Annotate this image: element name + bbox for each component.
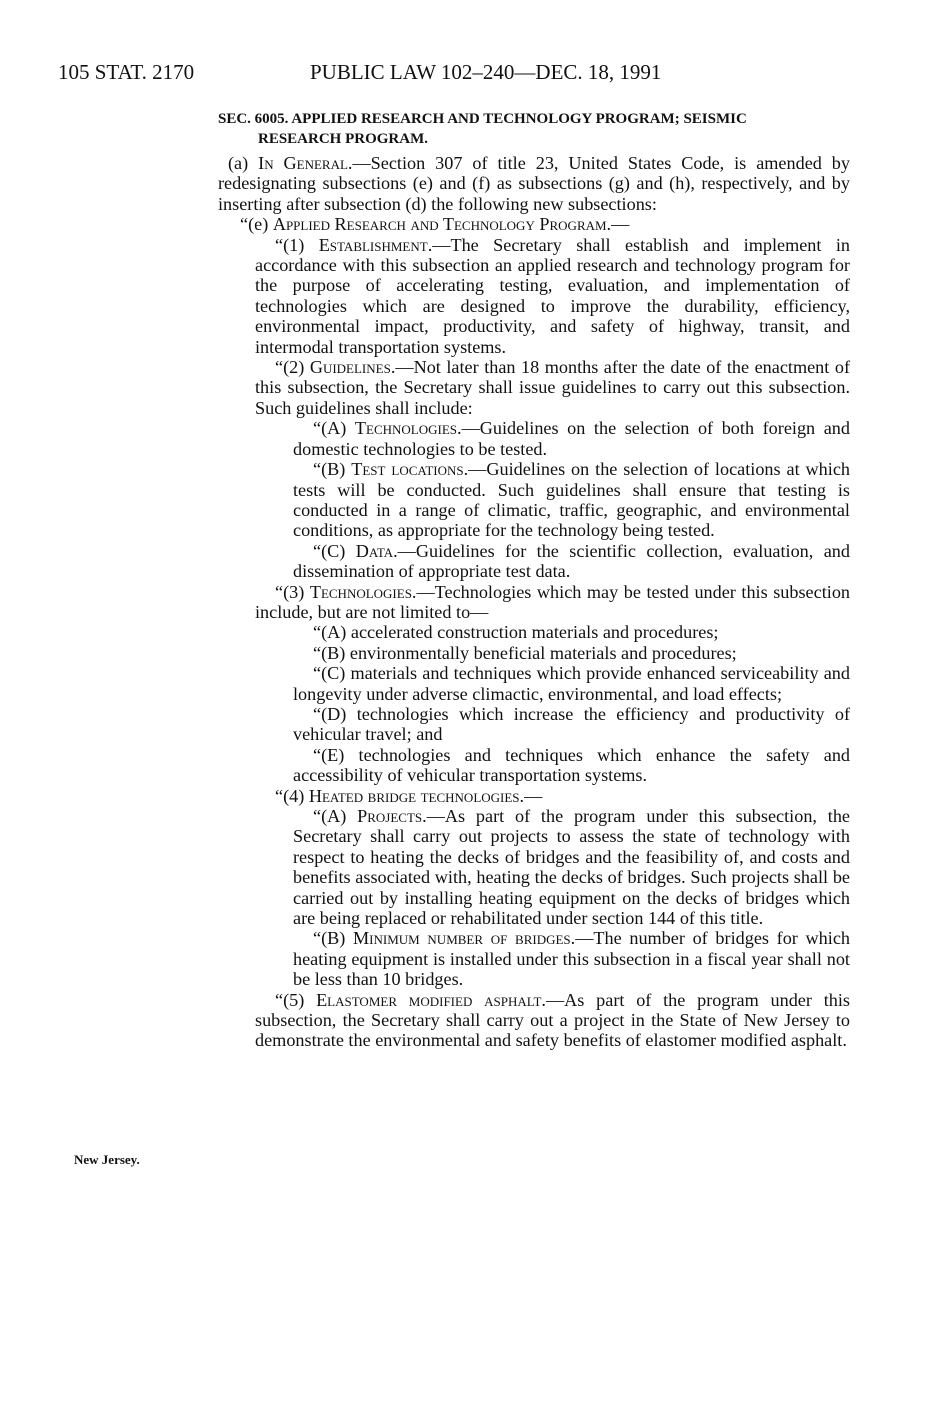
statute-paragraph xyxy=(293,459,850,541)
statute-paragraph xyxy=(218,153,850,214)
statute-paragraph xyxy=(293,806,850,928)
paragraph-caption: Technologies. xyxy=(354,418,462,439)
statute-paragraph xyxy=(255,357,850,418)
law-reference: PUBLIC LAW 102–240—DEC. 18, 1991 xyxy=(310,60,662,84)
paragraph-designator: “(A) xyxy=(313,806,358,826)
page-reference: 105 STAT. 2170 xyxy=(58,60,195,84)
paragraph-text: —Section 307 of title 23, United States Code, is amended by redesignating subsections (e) and (f) as subsections (g) and (h), respectively, and by inserting after subsection (d) the following new subsections: xyxy=(218,153,850,214)
statute-paragraph xyxy=(255,786,850,806)
paragraph-caption: Minimum number of bridges. xyxy=(353,928,576,949)
section-heading xyxy=(218,109,850,149)
paragraph-text: accelerated construction materials and procedures; xyxy=(350,622,719,643)
paragraph-text: technologies which increase the efficiency and productivity of vehicular travel; and xyxy=(293,703,851,745)
paragraph-text: —As part of the program under this subsection, the Secretary shall carry out projects to assess the state of technology with respect to heating the decks of bridges and the feasibility of, and costs and benefits associated with, heating the decks of bridges. Such projects shall be carried out by installing heating equipment on the decks of bridges which are being replaced or rehabilitated under section 144 of this title. xyxy=(293,806,850,929)
statute-paragraph xyxy=(293,663,850,704)
paragraph-designator: “(A) xyxy=(313,418,355,439)
paragraph-designator: “(E) xyxy=(313,744,359,765)
paragraph-designator: “(B) xyxy=(313,642,350,663)
statute-paragraph xyxy=(293,643,850,663)
paragraph-caption: Data. xyxy=(355,540,398,561)
section-heading-line1: SEC. 6005. APPLIED RESEARCH AND TECHNOLOGY PROGRAM; SEISMIC xyxy=(218,111,747,127)
paragraph-designator: “(1) xyxy=(275,234,319,255)
paragraph-text: —The Secretary shall establish and implement in accordance with this subsection an applied research and technology program for the purpose of accelerating testing, evaluation, and implementation of technologies which are designed to improve the durability, efficiency, environmental impact, productivity, and safety of highway, transit, and intermodal transportation systems. xyxy=(255,234,850,357)
paragraph-designator: “(B) xyxy=(313,459,352,480)
paragraph-designator: (a) xyxy=(228,153,259,173)
paragraph-caption: Test locations. xyxy=(351,459,469,480)
paragraph-text: —As part of the program under this subsection, the Secretary shall carry out a project in the State of New Jersey to demonstrate the environmental and safety benefits of elastomer modified asphalt. xyxy=(255,989,850,1051)
section-body xyxy=(218,153,850,1051)
statute-paragraph xyxy=(293,541,850,582)
paragraph-text: —The number of bridges for which heating equipment is installed under this subsection in a fiscal year shall not be less than 10 bridges. xyxy=(293,928,850,990)
paragraph-designator: “(3) xyxy=(275,581,310,602)
paragraph-text: —Not later than 18 months after the date of the enactment of this subsection, the Secretary shall issue guidelines to carry out this subsection. Such guidelines shall include: xyxy=(255,357,850,418)
paragraph-text: —Guidelines on the selection of both foreign and domestic technologies to be tested. xyxy=(293,418,850,459)
statute-paragraph xyxy=(255,990,850,1051)
statute-paragraph xyxy=(293,745,850,786)
paragraph-caption: Technologies. xyxy=(309,581,417,602)
page-header xyxy=(58,60,888,92)
paragraph-caption: Establishment. xyxy=(318,234,433,255)
paragraph-caption: In General. xyxy=(258,153,353,173)
paragraph-text: environmentally beneficial materials and procedures; xyxy=(349,642,737,663)
paragraph-caption: Applied Research and Technology Program. xyxy=(272,214,612,235)
paragraph-caption: Heated bridge technologies. xyxy=(308,785,525,806)
paragraph-designator: “(e) xyxy=(240,214,273,235)
paragraph-text: —Technologies which may be tested under this subsection include, but are not limited to— xyxy=(255,581,851,622)
paragraph-text: — xyxy=(524,785,543,806)
paragraph-designator: “(2) xyxy=(275,357,310,378)
paragraph-text: materials and techniques which provide enhanced serviceability and longevity under adverse climactic, environmental, and load effects; xyxy=(293,663,850,704)
statute-paragraph xyxy=(293,418,850,459)
statute-paragraph xyxy=(255,235,850,357)
statute-paragraph xyxy=(218,214,850,234)
paragraph-text: —Guidelines for the scientific collection, evaluation, and dissemination of appropriate test data. xyxy=(293,540,850,582)
paragraph-designator: “(B) xyxy=(313,928,354,949)
statute-paragraph xyxy=(293,622,850,642)
paragraph-designator: “(A) xyxy=(313,622,351,643)
section-heading-line2: RESEARCH PROGRAM. xyxy=(258,131,429,147)
paragraph-text: —Guidelines on the selection of locations at which tests will be conducted. Such guidelines shall ensure that testing is conducted in a range of climatic, traffic, geographic, and environmental conditions, as appropriate for the technology being tested. xyxy=(293,459,850,541)
paragraph-caption: Guidelines. xyxy=(309,357,396,378)
paragraph-designator: “(5) xyxy=(275,989,317,1010)
statute-paragraph xyxy=(293,928,850,989)
paragraph-designator: “(C) xyxy=(313,663,351,684)
paragraph-designator: “(C) xyxy=(313,540,356,561)
paragraph-designator: “(D) xyxy=(313,703,357,724)
paragraph-text: technologies and techniques which enhance the safety and accessibility of vehicular transportation systems. xyxy=(293,744,851,786)
paragraph-text: — xyxy=(611,214,630,235)
margin-note: New Jersey. xyxy=(74,1152,140,1167)
paragraph-designator: “(4) xyxy=(275,785,309,806)
paragraph-caption: Projects. xyxy=(357,806,427,826)
paragraph-caption: Elastomer modified asphalt. xyxy=(316,989,546,1010)
statute-paragraph xyxy=(293,704,850,745)
statute-paragraph xyxy=(255,582,850,623)
